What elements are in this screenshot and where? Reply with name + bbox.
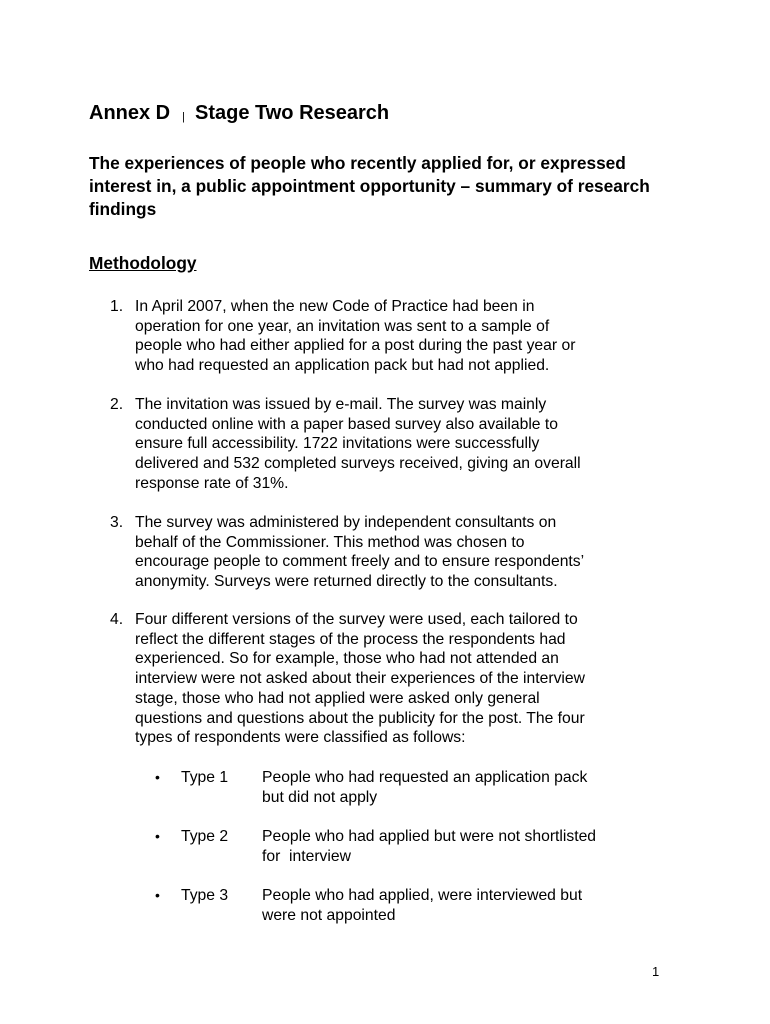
text-line: The survey was administered by independent consultants on — [135, 514, 557, 531]
text-line: People who had applied, were interviewed but — [262, 887, 583, 904]
text-line: types of respondents were classified as follows: — [135, 729, 466, 747]
text-line: The invitation was issued by e-mail. The survey was mainly — [135, 396, 547, 413]
text-line: ensure full accessibility. 1722 invitations were successfully — [135, 435, 540, 453]
text-line: who had requested an application pack but had not applied. — [135, 357, 550, 375]
title-separator: | — [182, 111, 185, 123]
text-line: people who had either applied for a post during the past year or — [135, 337, 576, 355]
bullet-icon: • — [155, 828, 160, 844]
page-number: 1 — [652, 964, 660, 979]
text-line: behalf of the Commissioner. This method was chosen to — [135, 533, 525, 551]
paragraph-number: 1. — [110, 298, 124, 315]
type-description — [262, 827, 662, 866]
paragraph-number: 4. — [110, 611, 124, 628]
text-line: People who had requested an application pack — [262, 769, 588, 786]
annex-label: Annex D — [89, 102, 171, 124]
text-line: stage, those who had not applied were asked only general — [135, 689, 540, 707]
text-line: People who had applied but were not shortlisted — [262, 828, 597, 845]
text-line: experienced. So for example, those who had not attended an — [135, 650, 559, 668]
paragraph-number: 3. — [110, 514, 124, 531]
annex-title — [89, 102, 389, 125]
type-label: Type 2 — [181, 828, 229, 845]
text-line: questions and questions about the publicity for the post. The four — [135, 709, 585, 727]
paragraph-text — [135, 610, 670, 748]
text-line: reflect the different stages of the process the respondents had — [135, 630, 566, 648]
paragraph-text — [135, 297, 670, 376]
text-line: for interview — [262, 847, 351, 865]
text-line: conducted online with a paper based survey also available to — [135, 415, 558, 433]
text-line: encourage people to comment freely and to ensure respondents’ — [135, 553, 585, 571]
text-line: interview were not asked about their experiences of the interview — [135, 670, 585, 688]
type-label: Type 3 — [181, 887, 229, 904]
text-line: Four different versions of the survey were used, each tailored to — [135, 611, 578, 628]
bullet-icon: • — [155, 769, 160, 785]
text-line: anonymity. Surveys were returned directly to the consultants. — [135, 573, 558, 591]
paragraph-text — [135, 395, 670, 494]
type-description — [262, 886, 662, 925]
stage-label: Stage Two Research — [194, 102, 390, 124]
text-line: operation for one year, an invitation was sent to a sample of — [135, 317, 550, 335]
document-subtitle: The experiences of people who recently applied for, or expressed interest in, a public appointment opportunity – summary of research findings — [89, 153, 650, 219]
text-line: were not appointed — [262, 906, 396, 924]
text-line: response rate of 31%. — [135, 474, 289, 492]
text-line: delivered and 532 completed surveys received, giving an overall — [135, 455, 581, 473]
type-label: Type 1 — [181, 769, 229, 786]
methodology-heading: Methodology — [89, 253, 197, 273]
bullet-icon: • — [155, 887, 160, 903]
text-line: but did not apply — [262, 788, 378, 806]
type-description — [262, 768, 662, 807]
paragraph-number: 2. — [110, 396, 124, 413]
paragraph-text — [135, 513, 670, 592]
text-line: In April 2007, when the new Code of Practice had been in — [135, 298, 535, 315]
